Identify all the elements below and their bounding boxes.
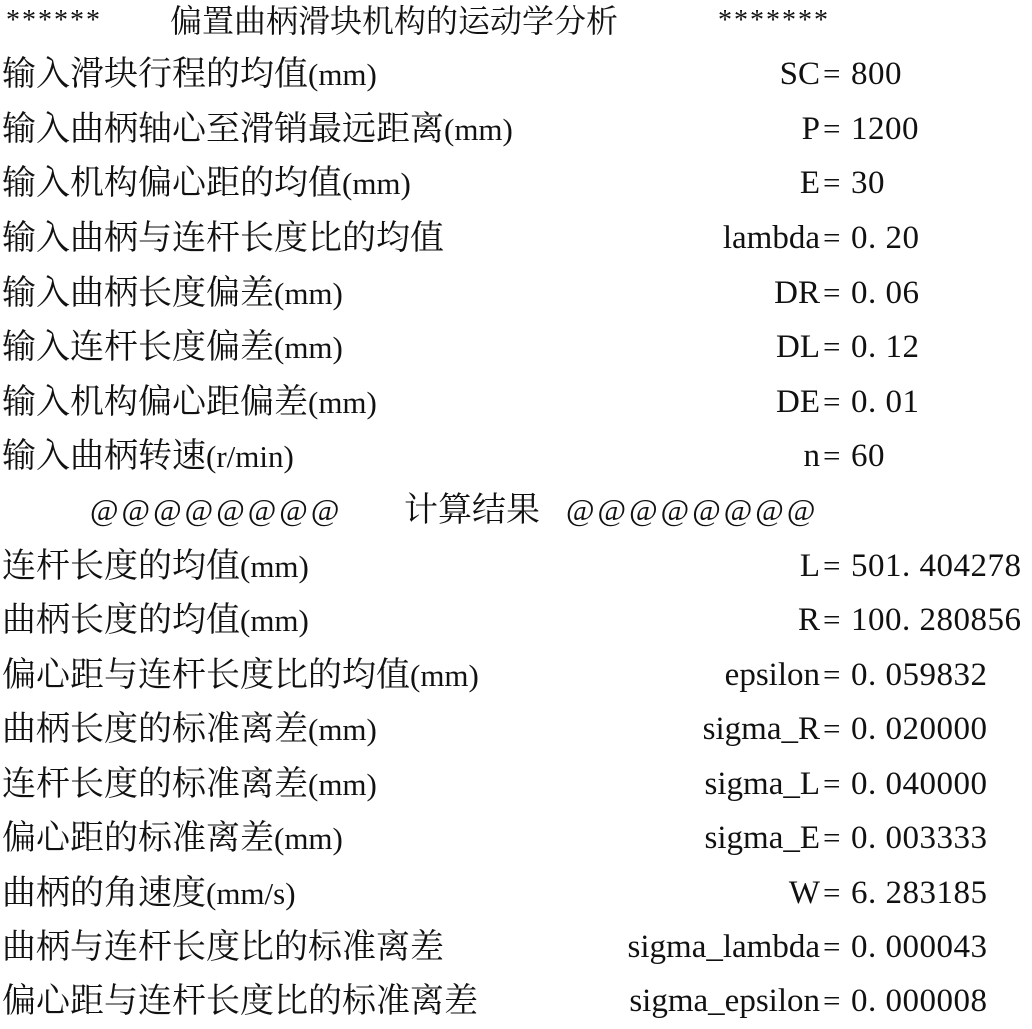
row-label-text: 曲柄的角速度 bbox=[2, 873, 206, 913]
row-symbol: epsilon bbox=[724, 657, 820, 693]
row-label bbox=[2, 539, 309, 594]
equals-sign: = bbox=[823, 602, 841, 637]
row-value: 0. 20 bbox=[851, 220, 920, 256]
row-value: 6. 283185 bbox=[851, 875, 988, 911]
input-row bbox=[0, 429, 1032, 483]
row-symbol: P bbox=[801, 111, 820, 147]
row-unit: (r/min) bbox=[206, 439, 294, 474]
row-unit: (mm) bbox=[308, 385, 377, 420]
row-label bbox=[2, 375, 377, 430]
row-symbol: R bbox=[797, 602, 820, 638]
row-label-text: 输入连杆长度偏差 bbox=[2, 327, 274, 367]
header-line bbox=[0, 0, 1032, 48]
row-symbol: E bbox=[799, 165, 820, 201]
row-label-text: 输入机构偏心距偏差 bbox=[2, 382, 308, 422]
equals-sign: = bbox=[823, 165, 841, 200]
result-row bbox=[0, 920, 1032, 974]
equals-sign: = bbox=[823, 875, 841, 910]
row-symbol: DR bbox=[774, 275, 820, 311]
equals-sign: = bbox=[823, 929, 841, 964]
row-label-text: 连杆长度的标准离差 bbox=[2, 764, 308, 804]
row-label-text: 输入曲柄轴心至滑销最远距离 bbox=[2, 109, 444, 149]
equals-sign: = bbox=[823, 766, 841, 801]
input-row bbox=[0, 375, 1032, 429]
header-stars-right: ******* bbox=[718, 5, 830, 36]
equals-sign: = bbox=[823, 384, 841, 419]
row-value: 0. 000008 bbox=[851, 983, 988, 1019]
row-unit: (mm) bbox=[342, 166, 411, 201]
row-symbol: L bbox=[799, 548, 820, 584]
row-unit: (mm) bbox=[240, 549, 309, 584]
row-symbol: sigma_epsilon bbox=[629, 983, 820, 1019]
row-label-text: 偏心距与连杆长度比的标准离差 bbox=[2, 981, 478, 1021]
row-value: 0. 12 bbox=[851, 329, 920, 365]
results-divider bbox=[0, 483, 1032, 537]
row-symbol: sigma_L bbox=[704, 766, 820, 802]
row-value: 0. 059832 bbox=[851, 657, 988, 693]
row-symbol: lambda bbox=[722, 220, 820, 256]
row-symbol: sigma_R bbox=[702, 711, 820, 747]
row-symbol: W bbox=[788, 875, 820, 911]
row-value: 100. 280856 bbox=[851, 602, 1022, 638]
row-value: 0. 000043 bbox=[851, 929, 988, 965]
row-value: 0. 040000 bbox=[851, 766, 988, 802]
row-unit: (mm) bbox=[308, 767, 377, 802]
equals-sign: = bbox=[823, 329, 841, 364]
row-label bbox=[2, 102, 513, 157]
row-label bbox=[2, 320, 343, 375]
row-label-text: 曲柄长度的标准离差 bbox=[2, 709, 308, 749]
result-row bbox=[0, 702, 1032, 756]
row-value: 0. 003333 bbox=[851, 820, 988, 856]
row-unit: (mm/s) bbox=[206, 876, 296, 911]
result-row bbox=[0, 648, 1032, 702]
row-symbol: DE bbox=[776, 384, 820, 420]
equals-sign: = bbox=[823, 983, 841, 1018]
row-label bbox=[2, 211, 444, 266]
row-label bbox=[2, 47, 377, 102]
row-value: 800 bbox=[851, 56, 902, 92]
row-label bbox=[2, 429, 294, 484]
row-value: 0. 01 bbox=[851, 384, 920, 420]
result-row bbox=[0, 811, 1032, 865]
row-unit: (mm) bbox=[444, 112, 513, 147]
row-label bbox=[2, 156, 411, 211]
result-row bbox=[0, 539, 1032, 593]
row-label-text: 输入曲柄转速 bbox=[2, 436, 206, 476]
row-unit: (mm) bbox=[274, 276, 343, 311]
row-symbol: n bbox=[803, 438, 820, 474]
result-row bbox=[0, 757, 1032, 811]
equals-sign: = bbox=[823, 711, 841, 746]
row-label-text: 输入机构偏心距的均值 bbox=[2, 163, 342, 203]
divider-title: 计算结果 bbox=[404, 490, 540, 530]
row-value: 0. 020000 bbox=[851, 711, 988, 747]
row-unit: (mm) bbox=[274, 821, 343, 856]
row-unit: (mm) bbox=[240, 603, 309, 638]
input-row bbox=[0, 47, 1032, 101]
equals-sign: = bbox=[823, 548, 841, 583]
row-label-text: 输入曲柄与连杆长度比的均值 bbox=[2, 218, 444, 258]
row-unit: (mm) bbox=[308, 57, 377, 92]
result-row bbox=[0, 974, 1032, 1028]
row-label bbox=[2, 648, 479, 703]
equals-sign: = bbox=[823, 275, 841, 310]
row-label-text: 偏心距与连杆长度比的均值 bbox=[2, 655, 410, 695]
row-symbol: sigma_E bbox=[704, 820, 820, 856]
row-unit: (mm) bbox=[274, 330, 343, 365]
row-label-text: 连杆长度的均值 bbox=[2, 546, 240, 586]
divider-ats-right: @@@@@@@@ bbox=[566, 492, 819, 527]
row-label-text: 输入滑块行程的均值 bbox=[2, 54, 308, 94]
row-value: 0. 06 bbox=[851, 275, 920, 311]
row-label-text: 偏心距的标准离差 bbox=[2, 818, 274, 858]
divider-ats-left: @@@@@@@@ bbox=[90, 492, 343, 527]
input-row bbox=[0, 211, 1032, 265]
result-row bbox=[0, 593, 1032, 647]
header-title: 偏置曲柄滑块机构的运动学分析 bbox=[170, 2, 619, 40]
row-unit: (mm) bbox=[410, 658, 479, 693]
input-row bbox=[0, 266, 1032, 320]
equals-sign: = bbox=[823, 657, 841, 692]
header-stars-left: ****** bbox=[6, 5, 102, 36]
equals-sign: = bbox=[823, 438, 841, 473]
row-label bbox=[2, 974, 478, 1029]
result-row bbox=[0, 866, 1032, 920]
row-label-text: 曲柄与连杆长度比的标准离差 bbox=[2, 927, 444, 967]
row-unit: (mm) bbox=[308, 712, 377, 747]
equals-sign: = bbox=[823, 111, 841, 146]
row-label-text: 输入曲柄长度偏差 bbox=[2, 273, 274, 313]
equals-sign: = bbox=[823, 56, 841, 91]
row-label bbox=[2, 920, 444, 975]
row-label bbox=[2, 811, 343, 866]
row-value: 1200 bbox=[851, 111, 919, 147]
input-row bbox=[0, 156, 1032, 210]
row-label bbox=[2, 593, 309, 648]
row-symbol: SC bbox=[779, 56, 820, 92]
input-row bbox=[0, 320, 1032, 374]
row-label-text: 曲柄长度的均值 bbox=[2, 600, 240, 640]
equals-sign: = bbox=[823, 220, 841, 255]
row-label bbox=[2, 757, 377, 812]
row-symbol: sigma_lambda bbox=[627, 929, 820, 965]
row-value: 30 bbox=[851, 165, 885, 201]
row-value: 501. 404278 bbox=[851, 548, 1022, 584]
input-row bbox=[0, 102, 1032, 156]
row-symbol: DL bbox=[776, 329, 820, 365]
row-value: 60 bbox=[851, 438, 885, 474]
equals-sign: = bbox=[823, 820, 841, 855]
row-label bbox=[2, 266, 343, 321]
row-label bbox=[2, 866, 296, 921]
row-label bbox=[2, 702, 377, 757]
